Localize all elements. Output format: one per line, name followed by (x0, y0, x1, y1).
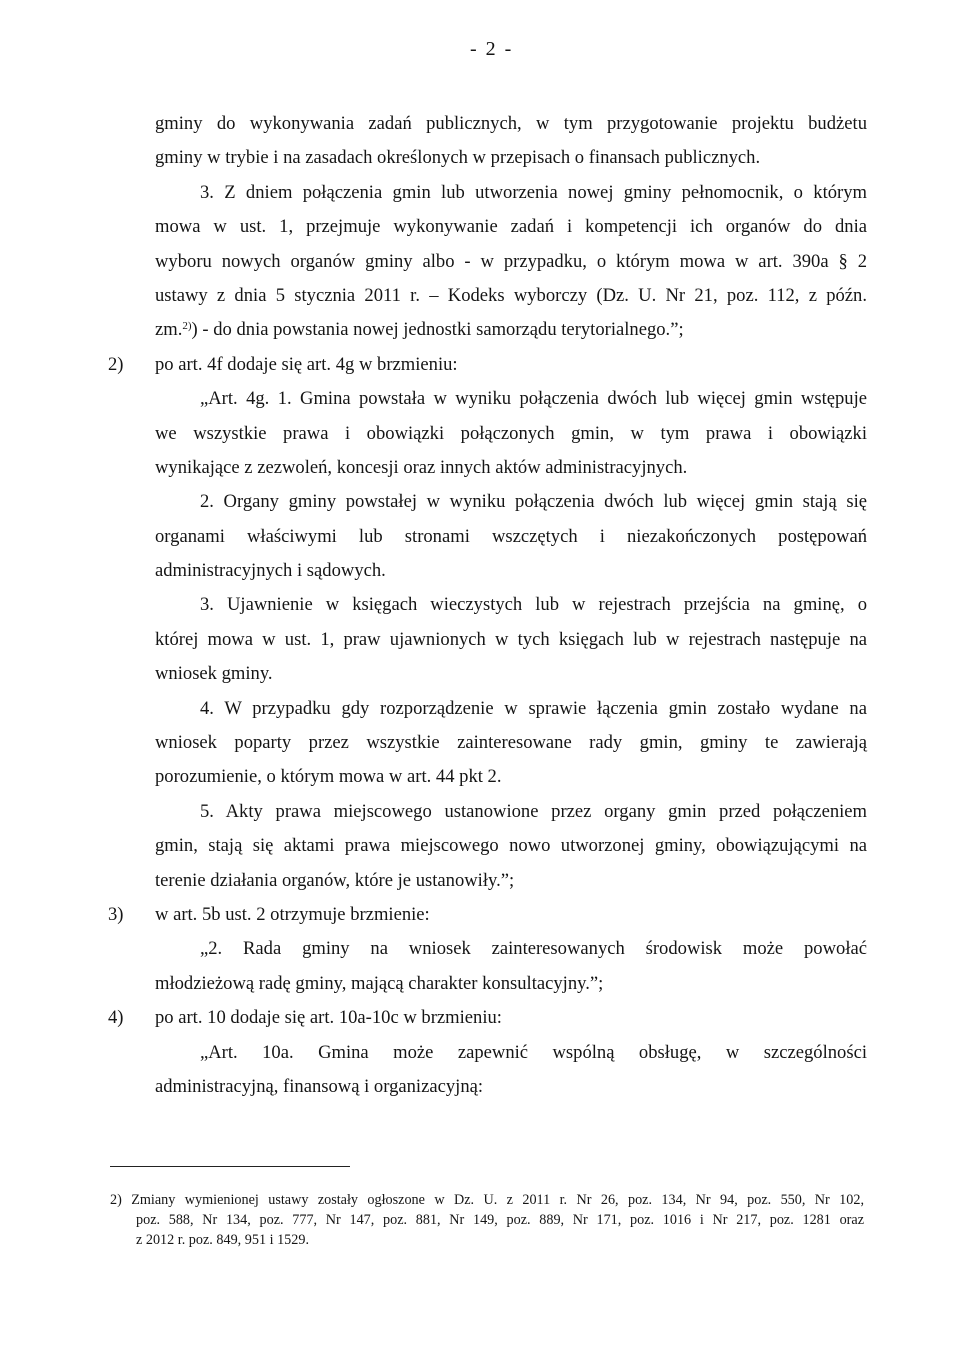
text-line (155, 210, 867, 244)
line-text: porozumienie, o którym mowa w art. 44 pkt 2. (155, 766, 502, 788)
text-line (155, 932, 867, 966)
text-line (155, 107, 867, 141)
line-text: gminy w trybie i na zasadach określonych w przepisach o finansach publicznych. (155, 147, 761, 169)
line-text: wynikające z zezwoleń, koncesji oraz innych aktów administracyjnych. (155, 456, 688, 478)
line-text: gmin, stają się aktami prawa miejscowego nowo utworzonej gminy, obowiązującymi na (155, 835, 867, 857)
line-text: wniosek poparty przez wszystkie zainteresowane rady gmin, gminy te zawierają (155, 732, 867, 754)
text-line (108, 348, 867, 382)
text-line (155, 554, 867, 588)
footnote-reference: 2) (182, 320, 192, 333)
line-text: ustawy z dnia 5 stycznia 2011 r. – Kodeks wyborczy (Dz. U. Nr 21, poz. 112, z późn. (155, 284, 867, 306)
footnote-text: z 2012 r. poz. 849, 951 i 1529. (136, 1232, 309, 1248)
line-text: młodzieżową radę gminy, mającą charakter konsultacyjny.”; (155, 972, 604, 994)
text-line (155, 520, 867, 554)
line-text: 5. Akty prawa miejscowego ustanowione przez organy gmin przed połączeniem (200, 800, 867, 822)
list-item-number: 4) (108, 1007, 124, 1029)
text-line (155, 176, 867, 210)
text-line (155, 313, 867, 347)
line-text: „Art. 4g. 1. Gmina powstała w wyniku połączenia dwóch lub więcej gmin wstępuje (200, 388, 867, 410)
list-item-number: 3) (108, 903, 124, 925)
line-text: po art. 10 dodaje się art. 10a-10c w brzmieniu: (155, 1007, 502, 1029)
text-line (155, 692, 867, 726)
text-line (155, 451, 867, 485)
text-line (155, 588, 867, 622)
text-line (155, 795, 867, 829)
list-item-number: 2) (108, 353, 124, 375)
line-text: w art. 5b ust. 2 otrzymuje brzmienie: (155, 903, 430, 925)
text-line (108, 1001, 867, 1035)
line-text: gminy do wykonywania zadań publicznych, w tym przygotowanie projektu budżetu (155, 113, 867, 134)
line-text: „Art. 10a. Gmina może zapewnić wspólną obsługę, w szczególności (200, 1041, 867, 1063)
footnote (110, 1190, 864, 1250)
line-text: organami właściwymi lub stronami wszczętych i niezakończonych postępowań (155, 525, 867, 547)
text-line (155, 864, 867, 898)
line-text: „2. Rada gminy na wniosek zainteresowanych środowisk może powołać (200, 938, 867, 960)
text-line (155, 1036, 867, 1070)
text-line (155, 623, 867, 657)
line-text: wyboru nowych organów gminy albo - w przypadku, o którym mowa w art. 390a § 2 (155, 250, 867, 272)
line-text-continued: ) - do dnia powstania nowej jednostki samorządu terytorialnego.”; (191, 319, 684, 341)
text-line (155, 657, 867, 691)
footnote-separator (110, 1166, 350, 1167)
text-line (155, 829, 867, 863)
text-line (155, 485, 867, 519)
footnote-text: Zmiany wymienionej ustawy zostały ogłoszone w Dz. U. z 2011 r. Nr 26, poz. 134, Nr 94, poz. 550, Nr 102, (131, 1192, 864, 1208)
text-line (155, 726, 867, 760)
line-text: administracyjnych i sądowych. (155, 560, 386, 582)
page-number: - 2 - (470, 38, 514, 60)
footnote-line (110, 1210, 864, 1230)
line-text: we wszystkie prawa i obowiązki połączonych gmin, w tym prawa i obowiązki (155, 422, 867, 444)
text-line (155, 967, 867, 1001)
line-text: 4. W przypadku gdy rozporządzenie w sprawie łączenia gmin zostało wydane na (200, 697, 867, 719)
text-line (155, 417, 867, 451)
line-text: zm. (155, 319, 183, 341)
line-text: administracyjną, finansową i organizacyjną: (155, 1075, 484, 1097)
footnote-line (110, 1190, 864, 1210)
line-text: po art. 4f dodaje się art. 4g w brzmieniu: (155, 353, 458, 375)
text-line (155, 141, 867, 175)
text-line (108, 898, 867, 932)
text-line (155, 382, 867, 416)
line-text: 3. Ujawnienie w księgach wieczystych lub w rejestrach przejścia na gminę, o (200, 594, 867, 616)
line-text: 3. Z dniem połączenia gmin lub utworzenia nowej gminy pełnomocnik, o którym (200, 181, 867, 203)
line-text: wniosek gminy. (155, 663, 273, 685)
body-text (108, 107, 867, 1104)
footnote-line (110, 1230, 864, 1250)
line-text: mowa w ust. 1, przejmuje wykonywanie zadań i kompetencji ich organów do dnia (155, 216, 867, 238)
line-text: której mowa w ust. 1, praw ujawnionych w tych księgach lub w rejestrach następuje na (155, 628, 867, 650)
line-text: terenie działania organów, które je ustanowiły.”; (155, 869, 515, 891)
text-line (155, 1070, 867, 1104)
text-line (155, 279, 867, 313)
footnote-text: poz. 588, Nr 134, poz. 777, Nr 147, poz. 881, Nr 149, poz. 889, Nr 171, poz. 1016 i Nr 217, poz. 1281 oraz (136, 1212, 864, 1228)
line-text: 2. Organy gminy powstałej w wyniku połączenia dwóch lub więcej gmin stają się (200, 491, 867, 513)
footnote-label: 2) (110, 1192, 122, 1208)
text-line (155, 245, 867, 279)
text-line (155, 760, 867, 794)
